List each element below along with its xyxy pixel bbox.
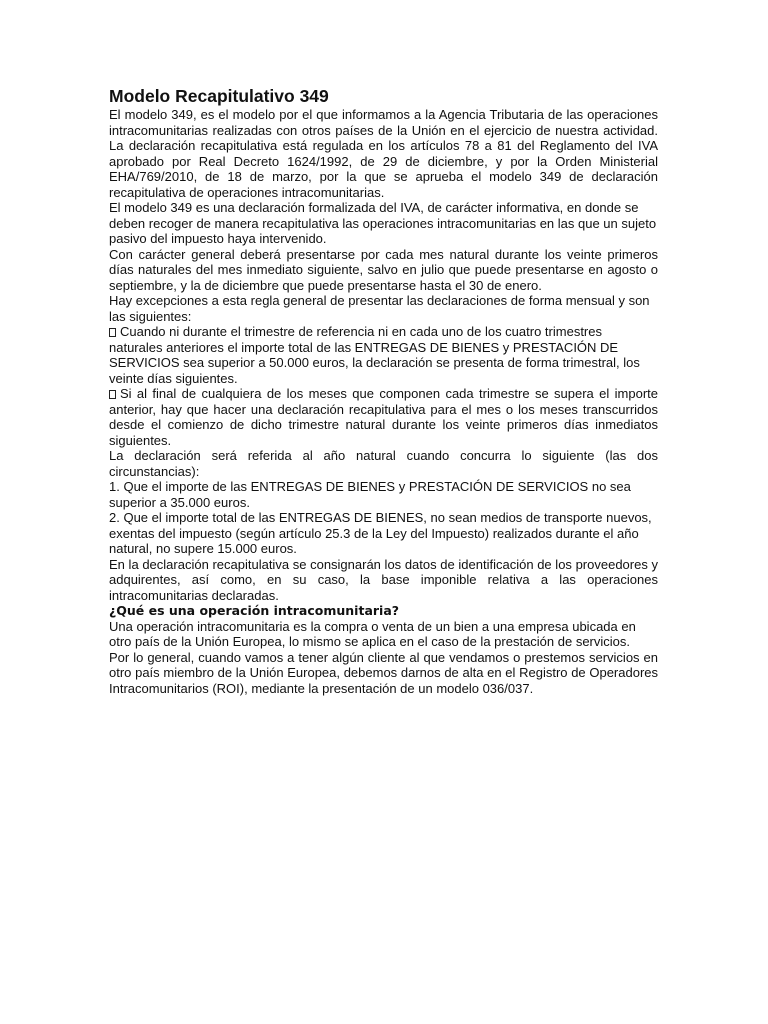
paragraph-exceptions: Hay excepciones a esta regla general de presentar las declaraciones de forma mensual y son las siguientes: [109, 293, 650, 324]
document-page [109, 86, 658, 696]
bullet-box-icon [109, 328, 116, 337]
paragraph-intro: El modelo 349, es el modelo por el que informamos a la Agencia Tributaria de las operaciones intracomunitarias realizadas con otros países de la Unión en el ejercicio de nuestra actividad. La declaración recapitulativa está regulada en los artículos 78 a 81 del Reglamento del IVA aprobado por Real Decreto 1624/1992, de 29 de diciembre, y por la Orden Ministerial EHA/769/2010, de 18 de marzo, por la que se aprueba el modelo 349 de declaración recapitulativa de operaciones intracomunitarias. [109, 107, 658, 200]
paragraph-annual-intro: La declaración será referida al año natural cuando concurra lo siguiente (las dos circunstancias): [109, 448, 658, 479]
section-subheading: ¿Qué es una operación intracomunitaria? [109, 603, 400, 618]
numbered-item: 1. Que el importe de las ENTREGAS DE BIENES y PRESTACIÓN DE SERVICIOS no sea superior a 35.000 euros. [109, 479, 631, 510]
bullet-item [109, 386, 658, 448]
bullet-text: Cuando ni durante el trimestre de referencia ni en cada uno de los cuatro trimestres naturales anteriores el importe total de las ENTREGAS DE BIENES y PRESTACIÓN DE SERVICIOS sea superior a 50.000 euros, la declaración se presenta de forma trimestral, los veinte días siguientes. [109, 324, 640, 386]
document-title: Modelo Recapitulativo 349 [109, 86, 329, 106]
numbered-item: 2. Que el importe total de las ENTREGAS DE BIENES, no sean medios de transporte nuevos, exentas del impuesto (según artículo 25.3 de la Ley del Impuesto) realizados durante el año natural, no supere 15.000 euros. [109, 510, 652, 556]
bullet-item [109, 324, 658, 386]
paragraph-answer: Por lo general, cuando vamos a tener algún cliente al que vendamos o prestemos servicios en otro país miembro de la Unión Europea, debemos darnos de alta en el Registro de Operadores Intracomunitarios (ROI), mediante la presentación de un modelo 036/037. [109, 649, 658, 696]
bullet-text: Si al final de cualquiera de los meses que componen cada trimestre se supera el importe anterior, hay que hacer una declaración recapitulativa para el mes o los meses transcurridos desde el comienzo de dicho trimestre natural durante los veinte primeros días inmediatos siguientes. [109, 386, 658, 448]
paragraph-definition: El modelo 349 es una declaración formalizada del IVA, de carácter informativa, en donde se deben recoger de manera recapitulativa las operaciones intracomunitarias en las que un sujeto pasivo del impuesto haya intervenido. [109, 200, 657, 246]
paragraph-deadlines: Con carácter general deberá presentarse por cada mes natural durante los veinte primeros días naturales del mes inmediato siguiente, salvo en julio que puede presentarse en agosto o septiembre, y la de diciembre que puede presentarse hasta el 30 de enero. [109, 246, 658, 293]
paragraph-answer: Una operación intracomunitaria es la compra o venta de un bien a una empresa ubicada en otro país de la Unión Europea, lo mismo se aplica en el caso de la prestación de servicios. [109, 618, 636, 649]
paragraph-closing: En la declaración recapitulativa se consignarán los datos de identificación de los proveedores y adquirentes, así como, en su caso, la base imponible relativa a las operaciones intracomunitarias declaradas. [109, 556, 658, 603]
bullet-box-icon [109, 390, 116, 399]
